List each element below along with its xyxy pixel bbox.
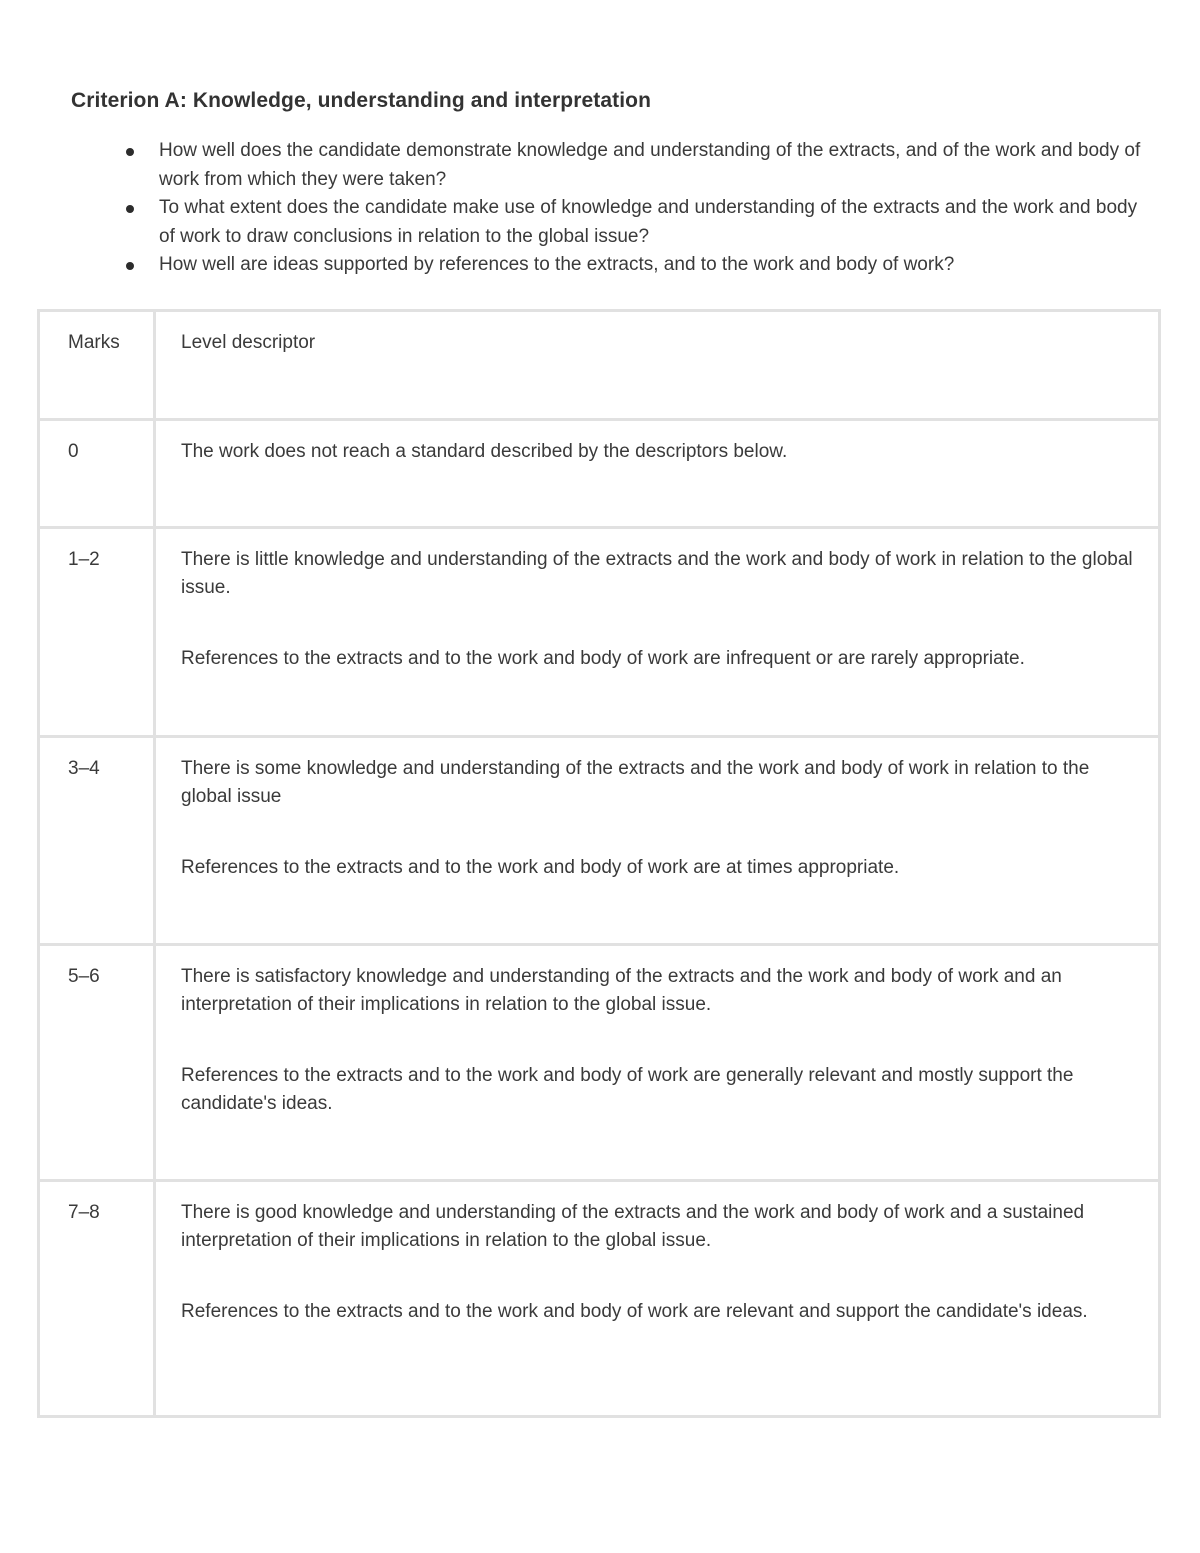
marks-cell: 3–4 bbox=[39, 737, 155, 945]
marks-cell: 1–2 bbox=[39, 528, 155, 737]
marks-cell: 5–6 bbox=[39, 945, 155, 1181]
marks-cell: 7–8 bbox=[39, 1181, 155, 1417]
descriptor-paragraph: References to the extracts and to the work and body of work are infrequent or are rarely appropriate. bbox=[181, 648, 1025, 669]
descriptor-paragraph: There is some knowledge and understanding of the extracts and the work and body of work in relation to the global issue bbox=[181, 758, 1090, 807]
guiding-question-text: How well does the candidate demonstrate knowledge and understanding of the extracts, and of the work and body of work from which they were taken? bbox=[159, 140, 1141, 190]
descriptor-paragraph: There is satisfactory knowledge and understanding of the extracts and the work and body of work and an interpretation of their implications in relation to the global issue. bbox=[181, 966, 1062, 1015]
table-row bbox=[39, 737, 1160, 945]
guiding-question-text: To what extent does the candidate make use of knowledge and understanding of the extracts and the work and body of work to draw conclusions in relation to the global issue? bbox=[159, 197, 1138, 247]
guiding-question-text: How well are ideas supported by references to the extracts, and to the work and body of work? bbox=[159, 254, 955, 275]
descriptor-cell bbox=[155, 945, 1160, 1181]
descriptor-paragraph: The work does not reach a standard described by the descriptors below. bbox=[181, 441, 788, 462]
bullet-icon bbox=[126, 205, 134, 213]
descriptor-cell bbox=[155, 420, 1160, 528]
descriptor-paragraph: References to the extracts and to the work and body of work are at times appropriate. bbox=[181, 857, 900, 878]
bullet-icon bbox=[126, 148, 134, 156]
table-row bbox=[39, 420, 1160, 528]
descriptor-column-header: Level descriptor bbox=[155, 311, 1160, 420]
descriptor-cell bbox=[155, 1181, 1160, 1417]
guiding-question-item bbox=[159, 251, 1149, 280]
guiding-questions-list bbox=[0, 137, 1200, 280]
marking-rubric-table bbox=[37, 309, 1161, 1418]
descriptor-paragraph: References to the extracts and to the work and body of work are relevant and support the candidate's ideas. bbox=[181, 1301, 1088, 1322]
descriptor-cell bbox=[155, 737, 1160, 945]
marks-column-header: Marks bbox=[39, 311, 155, 420]
descriptor-paragraph: References to the extracts and to the work and body of work are generally relevant and mostly support the candidate's ideas. bbox=[181, 1065, 1074, 1114]
descriptor-cell bbox=[155, 528, 1160, 737]
criterion-heading: Criterion A: Knowledge, understanding and interpretation bbox=[71, 89, 652, 112]
guiding-question-item bbox=[159, 137, 1149, 194]
table-row bbox=[39, 945, 1160, 1181]
bullet-icon bbox=[126, 262, 134, 270]
table-row bbox=[39, 1181, 1160, 1417]
descriptor-paragraph: There is little knowledge and understanding of the extracts and the work and body of work in relation to the global issue. bbox=[181, 549, 1133, 598]
guiding-question-item bbox=[159, 194, 1149, 251]
marks-cell: 0 bbox=[39, 420, 155, 528]
table-header-row bbox=[39, 311, 1160, 420]
descriptor-paragraph: There is good knowledge and understanding of the extracts and the work and body of work and a sustained interpretation of their implications in relation to the global issue. bbox=[181, 1202, 1085, 1251]
table-row bbox=[39, 528, 1160, 737]
